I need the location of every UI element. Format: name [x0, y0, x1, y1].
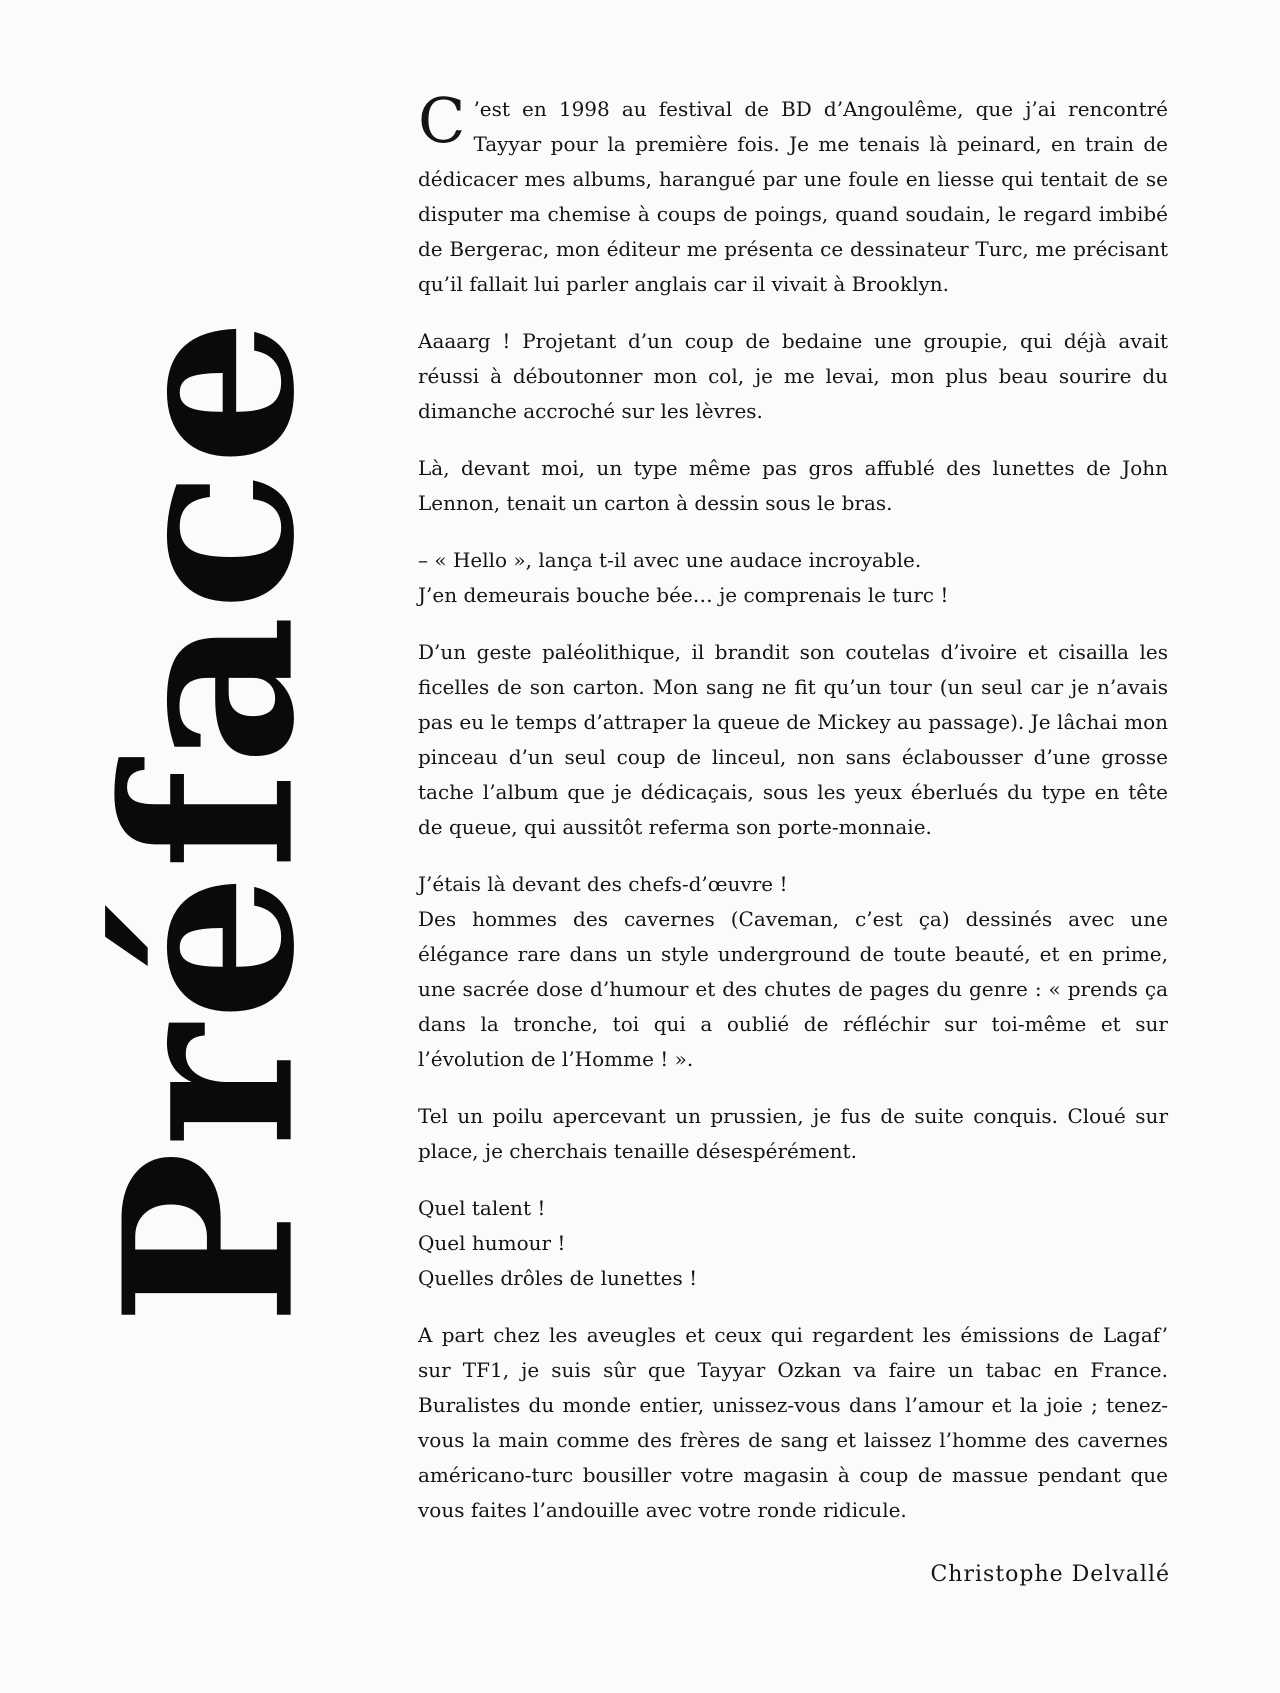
paragraph-4 — [418, 635, 1168, 845]
side-title — [60, 90, 360, 1550]
paragraph-line: Des hommes des cavernes (Caveman, c’est ça) dessinés avec une élégance rare dans un style underground de toute beauté, et en prime, une sacrée dose d’humour et des chutes de pages du genre : « prends ça dans la tronche, toi qui a oublié de réfléchir sur toi-même et sur l’évolution de l’Homme ! ». — [418, 907, 1168, 1071]
paragraph-line: A part chez les aveugles et ceux qui regardent les émissions de Lagaf’ sur TF1, je suis sûr que Tayyar Ozkan va faire un tabac en France. Buralistes du monde entier, unissez-vous dans l’amour et la joie ; tenez-vous la main comme des frères de sang et laissez l’homme des cavernes américano-turc bousiller votre magasin à coup de massue pendant que vous faites l’andouille avec votre ronde ridicule. — [418, 1323, 1168, 1522]
paragraph-1 — [418, 324, 1168, 429]
paragraph-line: Aaaarg ! Projetant d’un coup de bedaine une groupie, qui déjà avait réussi à déboutonner mon col, je me levai, mon plus beau sourire du dimanche accroché sur les lèvres. — [418, 329, 1168, 423]
paragraph-5 — [418, 867, 1168, 1077]
paragraph-line: Quel humour ! — [418, 1231, 566, 1255]
side-title-text: Préface — [73, 314, 346, 1326]
signature: Christophe Delvallé — [930, 1562, 1170, 1587]
paragraph-line: Là, devant moi, un type même pas gros affublé des lunettes de John Lennon, tenait un carton à dessin sous le bras. — [418, 456, 1168, 515]
paragraph-line: D’un geste paléolithique, il brandit son coutelas d’ivoire et cisailla les ficelles de son carton. Mon sang ne fit qu’un tour (un seul car je n’avais pas eu le temps d’attraper la queue de Mickey au passage). Je lâchai mon pinceau d’un seul coup de linceul, non sans éclabousser d’une grosse tache l’album que je dédicaçais, sous les yeux éberlués du type en tête de queue, qui aussitôt referma son porte-monnaie. — [418, 640, 1168, 839]
paragraph-line: J’étais là devant des chefs-d’œuvre ! — [418, 872, 788, 896]
paragraph-7 — [418, 1191, 1168, 1296]
dropcap: C — [418, 84, 466, 157]
paragraph-line: J’en demeurais bouche bée… je comprenais le turc ! — [418, 583, 949, 607]
preface-body — [418, 84, 1168, 1612]
paragraph-line: Quel talent ! — [418, 1196, 546, 1220]
paragraph-3 — [418, 543, 1168, 613]
intro-text: ’est en 1998 au festival de BD d’Angoulême, que j’ai rencontré Tayyar pour la première fois. Je me tenais là peinard, en train de dédicacer mes albums, harangué par une foule en liesse qui tentait de se disputer ma chemise à coups de poings, quand soudain, le regard imbibé de Bergerac, mon éditeur me présenta ce dessinateur Turc, me précisant qu’il fallait lui parler anglais car il vivait à Brooklyn. — [418, 97, 1168, 296]
paragraph-line: – « Hello », lança t-il avec une audace incroyable. — [418, 548, 922, 572]
paragraph-6 — [418, 1099, 1168, 1169]
paragraph-line: Tel un poilu apercevant un prussien, je fus de suite conquis. Cloué sur place, je cherchais tenaille désespérément. — [418, 1104, 1168, 1163]
paragraph-2 — [418, 451, 1168, 521]
intro-paragraph — [418, 84, 1168, 302]
paragraph-8 — [418, 1318, 1168, 1528]
paragraph-line: Quelles drôles de lunettes ! — [418, 1266, 698, 1290]
